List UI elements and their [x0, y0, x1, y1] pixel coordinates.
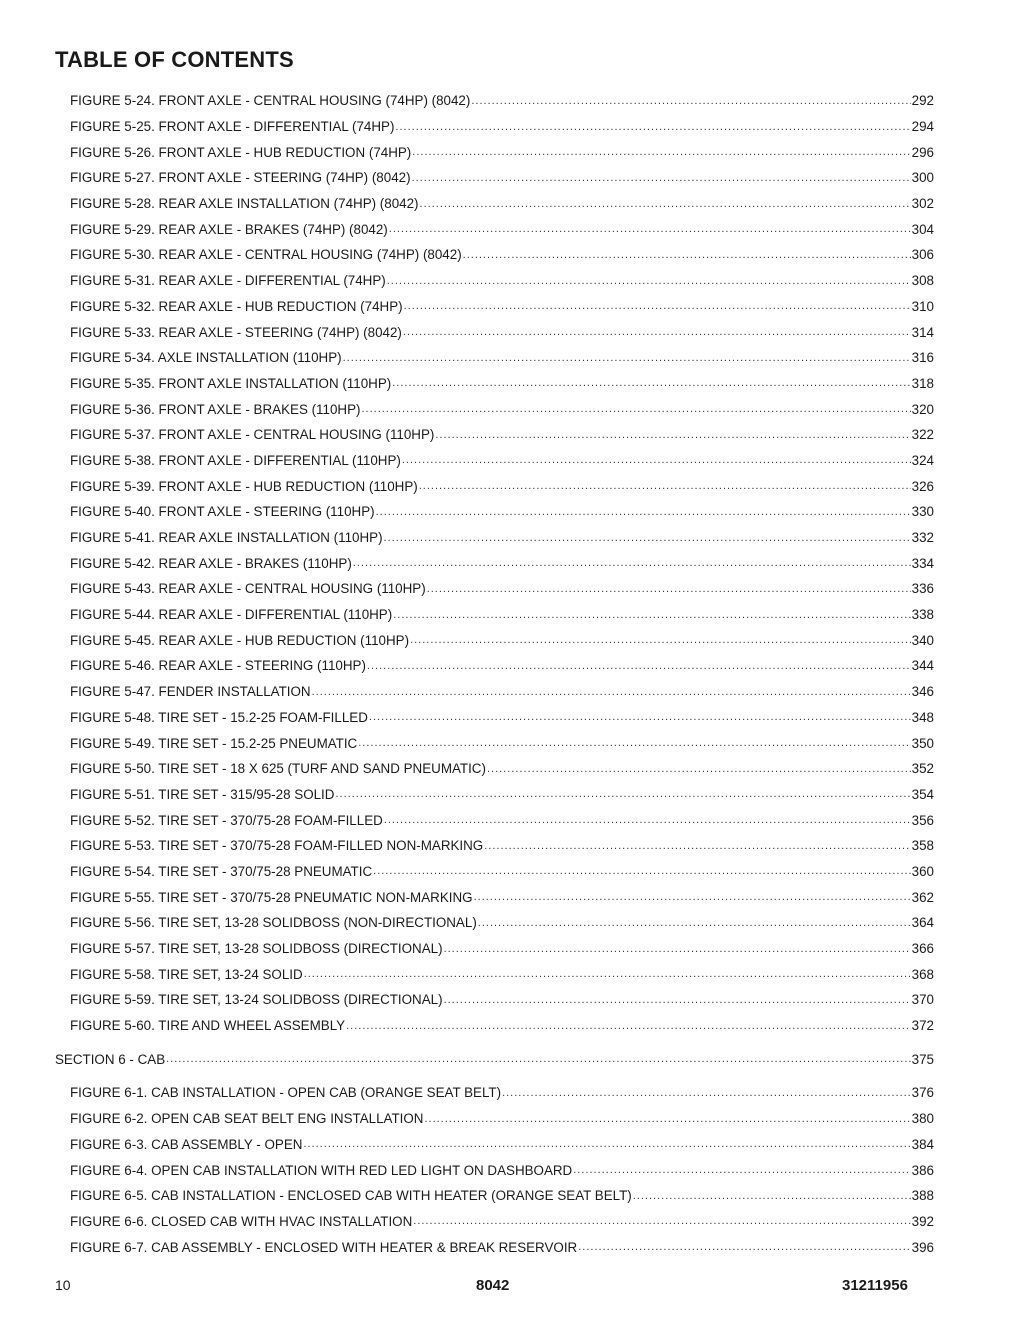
toc-leader-dots	[633, 1190, 911, 1202]
toc-entry-page: 300	[911, 170, 934, 186]
toc-leader-dots	[412, 172, 911, 184]
toc-entry-label: FIGURE 5-54. TIRE SET - 370/75-28 PNEUMATIC	[70, 863, 373, 879]
toc-figure-entry[interactable]	[0, 165, 934, 191]
toc-entry-page: 370	[911, 992, 934, 1008]
toc-figure-entry[interactable]	[0, 422, 934, 448]
toc-entry-page: 354	[911, 786, 934, 802]
toc-entry-label: FIGURE 5-42. REAR AXLE - BRAKES (110HP)	[70, 555, 352, 571]
toc-entry-page: 294	[911, 119, 934, 135]
toc-entry-label: FIGURE 6-1. CAB INSTALLATION - OPEN CAB (ORANGE SEAT BELT)	[70, 1085, 502, 1101]
toc-figure-entry[interactable]	[0, 88, 934, 114]
toc-figure-entry[interactable]	[0, 833, 934, 859]
toc-entry-page: 392	[911, 1213, 934, 1229]
toc-entry-page: 366	[911, 941, 934, 957]
toc-figure-entry[interactable]	[0, 1106, 934, 1132]
toc-entry-page: 384	[911, 1136, 934, 1152]
toc-leader-dots	[487, 763, 911, 775]
toc-entry-label: FIGURE 5-35. FRONT AXLE INSTALLATION (110HP)	[70, 375, 392, 391]
toc-figure-entry[interactable]	[0, 1132, 934, 1158]
toc-entry-label: FIGURE 5-59. TIRE SET, 13-24 SOLIDBOSS (DIRECTIONAL)	[70, 992, 443, 1008]
toc-entry-page: 296	[911, 144, 934, 160]
toc-entry-label: FIGURE 5-26. FRONT AXLE - HUB REDUCTION (74HP)	[70, 144, 412, 160]
toc-leader-dots	[346, 1020, 911, 1032]
toc-entry-page: 326	[911, 478, 934, 494]
toc-figure-entry[interactable]	[0, 268, 934, 294]
toc-entry-label: FIGURE 5-47. FENDER INSTALLATION	[70, 684, 311, 700]
toc-leader-dots	[373, 865, 911, 877]
toc-entry-page: 396	[911, 1239, 934, 1255]
toc-leader-dots	[444, 994, 911, 1006]
toc-entry-page: 340	[911, 632, 934, 648]
footer-page-number: 10	[55, 1277, 71, 1293]
toc-entry-label: FIGURE 5-55. TIRE SET - 370/75-28 PNEUMATIC NON-MARKING	[70, 889, 473, 905]
toc-entry-page: 334	[911, 555, 934, 571]
toc-figure-entry[interactable]	[0, 679, 934, 705]
toc-leader-dots	[578, 1241, 910, 1253]
toc-figure-entry[interactable]	[0, 114, 934, 140]
toc-entry-page: 314	[911, 324, 934, 340]
toc-leader-dots	[353, 557, 911, 569]
footer-doc-number: 31211956	[842, 1277, 908, 1294]
toc-entry-label: FIGURE 5-49. TIRE SET - 15.2-25 PNEUMATIC	[70, 735, 358, 751]
toc-entry-label: FIGURE 6-5. CAB INSTALLATION - ENCLOSED CAB WITH HEATER (ORANGE SEAT BELT)	[70, 1188, 632, 1204]
toc-leader-dots	[395, 121, 910, 133]
toc-entry-label: FIGURE 5-50. TIRE SET - 18 X 625 (TURF AND SAND PNEUMATIC)	[70, 761, 486, 777]
toc-entry-page: 344	[911, 658, 934, 674]
toc-figure-entry[interactable]	[0, 1157, 934, 1183]
toc-leader-dots	[384, 532, 911, 544]
toc-entry-page: 352	[911, 761, 934, 777]
toc-leader-dots	[361, 403, 910, 415]
toc-entry-label: FIGURE 6-2. OPEN CAB SEAT BELT ENG INSTALLATION	[70, 1111, 424, 1127]
toc-entry-page: 330	[911, 504, 934, 520]
toc-entry-label: FIGURE 5-53. TIRE SET - 370/75-28 FOAM-FILLED NON-MARKING	[70, 838, 484, 854]
toc-figure-entry[interactable]	[0, 191, 934, 217]
toc-entry-label: FIGURE 5-48. TIRE SET - 15.2-25 FOAM-FILLED	[70, 709, 368, 725]
toc-entry-page: 306	[911, 247, 934, 263]
toc-entry-page: 308	[911, 273, 934, 289]
toc-entry-label: FIGURE 5-37. FRONT AXLE - CENTRAL HOUSING (110HP)	[70, 427, 435, 443]
toc-figure-entry[interactable]	[0, 756, 934, 782]
toc-entry-page: 324	[911, 452, 934, 468]
toc-entry-label: FIGURE 5-30. REAR AXLE - CENTRAL HOUSING (74HP) (8042)	[70, 247, 462, 263]
toc-figure-entry[interactable]	[0, 242, 934, 268]
toc-leader-dots	[402, 454, 911, 466]
toc-entry-page: 292	[911, 93, 934, 109]
toc-leader-dots	[419, 480, 911, 492]
toc-leader-dots	[420, 198, 911, 210]
toc-entry-label: FIGURE 5-43. REAR AXLE - CENTRAL HOUSING (110HP)	[70, 581, 426, 597]
page-title: TABLE OF CONTENTS	[55, 47, 294, 72]
toc-leader-dots	[304, 968, 911, 980]
toc-entry-label: FIGURE 5-44. REAR AXLE - DIFFERENTIAL (110HP)	[70, 607, 393, 623]
toc-figure-entry[interactable]	[0, 884, 934, 910]
toc-entry-label: FIGURE 6-6. CLOSED CAB WITH HVAC INSTALLATION	[70, 1213, 413, 1229]
toc-figure-entry[interactable]	[0, 371, 934, 397]
toc-leader-dots	[166, 1053, 911, 1065]
toc-figure-entry[interactable]	[0, 216, 934, 242]
toc-leader-dots	[444, 943, 911, 955]
toc-list	[0, 88, 1024, 1260]
toc-figure-entry[interactable]	[0, 473, 934, 499]
toc-leader-dots	[358, 737, 910, 749]
toc-leader-dots	[471, 95, 910, 107]
toc-figure-entry[interactable]	[0, 1080, 934, 1106]
toc-figure-entry[interactable]	[0, 1013, 934, 1039]
toc-figure-entry[interactable]	[0, 448, 934, 474]
toc-leader-dots	[312, 686, 911, 698]
toc-figure-entry[interactable]	[0, 782, 934, 808]
toc-figure-entry[interactable]	[0, 319, 934, 345]
toc-entry-page: 318	[911, 375, 934, 391]
toc-figure-entry[interactable]	[0, 139, 934, 165]
toc-figure-entry[interactable]	[0, 345, 934, 371]
toc-entry-page: 316	[911, 350, 934, 366]
toc-leader-dots	[369, 711, 911, 723]
toc-entry-label: FIGURE 5-28. REAR AXLE INSTALLATION (74HP) (8042)	[70, 196, 419, 212]
toc-section-entry[interactable]	[0, 1046, 934, 1072]
toc-leader-dots	[404, 300, 911, 312]
toc-leader-dots	[478, 917, 911, 929]
toc-entry-page: 364	[911, 915, 934, 931]
toc-entry-label: FIGURE 5-25. FRONT AXLE - DIFFERENTIAL (74HP)	[70, 119, 395, 135]
toc-entry-page: 336	[911, 581, 934, 597]
toc-entry-label: FIGURE 5-33. REAR AXLE - STEERING (74HP) (8042)	[70, 324, 402, 340]
toc-figure-entry[interactable]	[0, 576, 934, 602]
toc-entry-page: 346	[911, 684, 934, 700]
toc-leader-dots	[376, 506, 911, 518]
toc-entry-label: FIGURE 5-58. TIRE SET, 13-24 SOLID	[70, 966, 303, 982]
toc-entry-page: 358	[911, 838, 934, 854]
toc-entry-page: 386	[911, 1162, 934, 1178]
toc-leader-dots	[573, 1164, 910, 1176]
toc-entry-page: 350	[911, 735, 934, 751]
toc-entry-page: 348	[911, 709, 934, 725]
toc-entry-label: SECTION 6 - CAB	[55, 1051, 166, 1067]
toc-figure-entry[interactable]	[0, 987, 934, 1013]
toc-entry-label: FIGURE 5-60. TIRE AND WHEEL ASSEMBLY	[70, 1018, 346, 1034]
toc-entry-label: FIGURE 5-51. TIRE SET - 315/95-28 SOLID	[70, 786, 335, 802]
toc-figure-entry[interactable]	[0, 859, 934, 885]
toc-entry-label: FIGURE 5-41. REAR AXLE INSTALLATION (110HP)	[70, 530, 383, 546]
toc-entry-page: 368	[911, 966, 934, 982]
toc-entry-label: FIGURE 5-38. FRONT AXLE - DIFFERENTIAL (110HP)	[70, 452, 401, 468]
toc-figure-entry[interactable]	[0, 602, 934, 628]
toc-entry-label: FIGURE 5-40. FRONT AXLE - STEERING (110HP)	[70, 504, 375, 520]
toc-entry-page: 372	[911, 1018, 934, 1034]
toc-figure-entry[interactable]	[0, 653, 934, 679]
toc-leader-dots	[410, 634, 911, 646]
toc-entry-page: 375	[911, 1051, 934, 1067]
toc-figure-entry[interactable]	[0, 705, 934, 731]
toc-leader-dots	[387, 275, 911, 287]
toc-figure-entry[interactable]	[0, 936, 934, 962]
toc-figure-entry[interactable]	[0, 1234, 934, 1260]
toc-leader-dots	[367, 660, 911, 672]
toc-figure-entry[interactable]	[0, 961, 934, 987]
toc-entry-label: FIGURE 5-32. REAR AXLE - HUB REDUCTION (74HP)	[70, 298, 403, 314]
toc-leader-dots	[403, 326, 911, 338]
toc-entry-label: FIGURE 5-31. REAR AXLE - DIFFERENTIAL (74HP)	[70, 273, 386, 289]
toc-figure-entry[interactable]	[0, 910, 934, 936]
toc-entry-page: 362	[911, 889, 934, 905]
toc-entry-page: 376	[911, 1085, 934, 1101]
toc-leader-dots	[343, 352, 911, 364]
toc-leader-dots	[389, 223, 911, 235]
toc-entry-label: FIGURE 6-4. OPEN CAB INSTALLATION WITH RED LED LIGHT ON DASHBOARD	[70, 1162, 573, 1178]
toc-entry-label: FIGURE 6-7. CAB ASSEMBLY - ENCLOSED WITH HEATER & BREAK RESERVOIR	[70, 1239, 578, 1255]
toc-entry-label: FIGURE 5-56. TIRE SET, 13-28 SOLIDBOSS (NON-DIRECTIONAL)	[70, 915, 477, 931]
toc-entry-label: FIGURE 5-45. REAR AXLE - HUB REDUCTION (110HP)	[70, 632, 410, 648]
toc-leader-dots	[393, 609, 910, 621]
toc-leader-dots	[484, 840, 910, 852]
toc-leader-dots	[412, 146, 910, 158]
toc-entry-page: 310	[911, 298, 934, 314]
toc-entry-label: FIGURE 5-34. AXLE INSTALLATION (110HP)	[70, 350, 342, 366]
toc-entry-page: 360	[911, 863, 934, 879]
toc-leader-dots	[427, 583, 911, 595]
toc-figure-entry[interactable]	[0, 499, 934, 525]
toc-entry-page: 356	[911, 812, 934, 828]
toc-leader-dots	[303, 1138, 910, 1150]
toc-entry-page: 320	[911, 401, 934, 417]
toc-entry-page: 332	[911, 530, 934, 546]
toc-leader-dots	[335, 788, 910, 800]
toc-entry-label: FIGURE 5-57. TIRE SET, 13-28 SOLIDBOSS (DIRECTIONAL)	[70, 941, 443, 957]
toc-leader-dots	[392, 377, 910, 389]
toc-leader-dots	[384, 814, 911, 826]
toc-figure-entry[interactable]	[0, 807, 934, 833]
toc-entry-label: FIGURE 5-39. FRONT AXLE - HUB REDUCTION (110HP)	[70, 478, 418, 494]
toc-entry-page: 302	[911, 196, 934, 212]
toc-leader-dots	[435, 429, 910, 441]
toc-entry-page: 304	[911, 221, 934, 237]
toc-figure-entry[interactable]	[0, 550, 934, 576]
toc-leader-dots	[474, 891, 911, 903]
toc-entry-page: 380	[911, 1111, 934, 1127]
toc-entry-label: FIGURE 5-52. TIRE SET - 370/75-28 FOAM-FILLED	[70, 812, 383, 828]
toc-entry-label: FIGURE 5-46. REAR AXLE - STEERING (110HP)	[70, 658, 366, 674]
footer-model: 8042	[476, 1277, 510, 1294]
toc-entry-page: 322	[911, 427, 934, 443]
toc-entry-label: FIGURE 5-27. FRONT AXLE - STEERING (74HP) (8042)	[70, 170, 411, 186]
toc-entry-label: FIGURE 5-29. REAR AXLE - BRAKES (74HP) (8042)	[70, 221, 388, 237]
toc-leader-dots	[463, 249, 911, 261]
toc-figure-entry[interactable]	[0, 627, 934, 653]
toc-figure-entry[interactable]	[0, 1209, 934, 1235]
toc-figure-entry[interactable]	[0, 1183, 934, 1209]
toc-entry-label: FIGURE 5-24. FRONT AXLE - CENTRAL HOUSING (74HP) (8042)	[70, 93, 471, 109]
toc-entry-label: FIGURE 5-36. FRONT AXLE - BRAKES (110HP)	[70, 401, 361, 417]
toc-figure-entry[interactable]	[0, 396, 934, 422]
toc-figure-entry[interactable]	[0, 525, 934, 551]
toc-figure-entry[interactable]	[0, 730, 934, 756]
toc-entry-page: 338	[911, 607, 934, 623]
toc-figure-entry[interactable]	[0, 294, 934, 320]
toc-entry-page: 388	[911, 1188, 934, 1204]
toc-leader-dots	[424, 1113, 910, 1125]
toc-leader-dots	[413, 1215, 910, 1227]
toc-entry-label: FIGURE 6-3. CAB ASSEMBLY - OPEN	[70, 1136, 303, 1152]
toc-leader-dots	[502, 1087, 911, 1099]
